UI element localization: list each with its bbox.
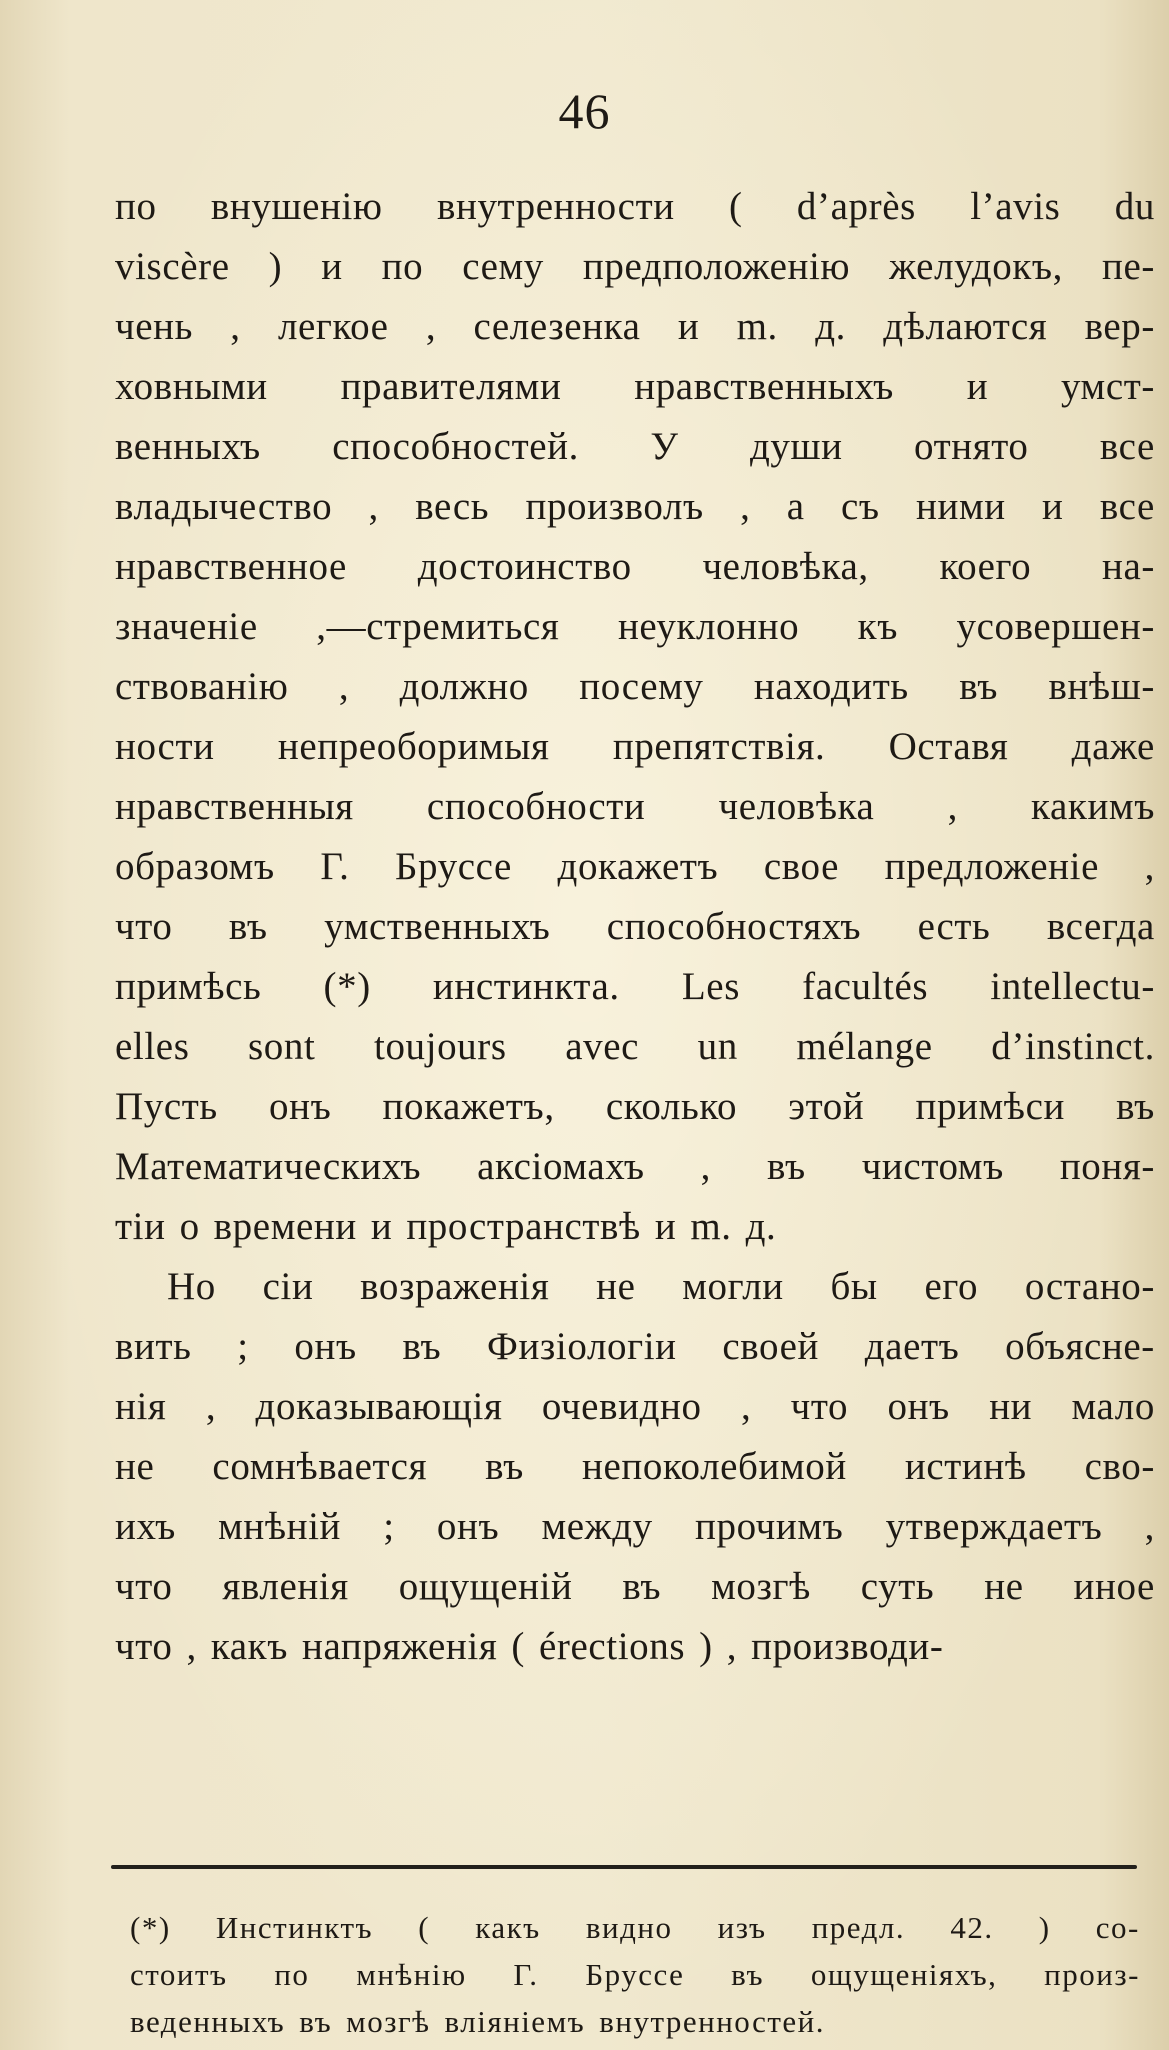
word: образомъ xyxy=(115,845,275,888)
word: въ xyxy=(731,1957,765,1992)
text-line xyxy=(115,1497,1155,1557)
word: изъ xyxy=(717,1910,767,1945)
word: какъ xyxy=(475,1910,541,1945)
word: въ xyxy=(766,1145,806,1188)
word: въ xyxy=(1116,1085,1155,1128)
word: произ- xyxy=(1044,1957,1140,1992)
word: ни xyxy=(989,1385,1033,1428)
word: и xyxy=(370,1205,393,1248)
word: , xyxy=(230,305,241,348)
word: въ xyxy=(959,665,999,708)
word: ,—стремиться xyxy=(316,605,560,648)
word: чень xyxy=(115,305,193,348)
word: вер- xyxy=(1084,305,1155,348)
word: а xyxy=(786,485,805,528)
word: внушенію xyxy=(210,185,383,228)
word: Инстинктъ xyxy=(215,1910,374,1945)
word: примѣсь xyxy=(115,965,262,1008)
paragraph xyxy=(115,1257,1155,1677)
text-line xyxy=(115,1137,1155,1197)
word: Математическихъ xyxy=(115,1145,422,1188)
text-line xyxy=(115,1257,1155,1317)
word: произволъ xyxy=(525,485,704,528)
word: пе- xyxy=(1101,245,1155,288)
word: , xyxy=(1144,1505,1155,1548)
word: Физіологіи xyxy=(487,1325,677,1368)
word: мнѣній xyxy=(218,1505,341,1548)
word: неуклонно xyxy=(617,605,800,648)
word: могли xyxy=(682,1265,784,1308)
word: Les xyxy=(681,965,740,1008)
word: facultés xyxy=(802,965,929,1008)
text-line xyxy=(115,1017,1155,1077)
footnote-line xyxy=(130,1951,1140,1998)
footnote-separator-rule xyxy=(111,1865,1137,1869)
word: не xyxy=(984,1565,1024,1608)
word: (*) xyxy=(323,965,371,1008)
word: не xyxy=(596,1265,636,1308)
word: со- xyxy=(1095,1910,1140,1945)
word: ; xyxy=(237,1325,249,1368)
word: , xyxy=(726,1625,738,1668)
word: что xyxy=(115,1565,173,1608)
word: и xyxy=(321,245,343,288)
word: по xyxy=(381,245,424,288)
word: находить xyxy=(753,665,909,708)
word: бы xyxy=(830,1265,878,1308)
word: что xyxy=(115,905,173,948)
word: легкое xyxy=(277,305,389,348)
word: въ xyxy=(402,1325,442,1368)
word: нравственныхъ xyxy=(634,365,894,408)
word: Пусть xyxy=(115,1085,218,1128)
word: утверждаетъ xyxy=(885,1505,1103,1548)
word: доказывающія xyxy=(255,1385,503,1428)
word: и xyxy=(966,365,989,408)
word: непоколебимой xyxy=(581,1445,847,1488)
word: нравственныя xyxy=(115,785,354,828)
text-line xyxy=(115,417,1155,477)
word: ховными xyxy=(115,365,268,408)
word: усовершен- xyxy=(956,605,1155,648)
word: предложеніе xyxy=(884,845,1099,888)
word: Г. xyxy=(320,845,350,888)
word: m. xyxy=(690,1205,732,1248)
word: ) xyxy=(699,1625,713,1668)
word: своей xyxy=(722,1325,819,1368)
word: un xyxy=(697,1025,738,1068)
word: ) xyxy=(268,245,283,288)
word: даетъ xyxy=(864,1325,960,1368)
word: человѣка, xyxy=(702,545,869,588)
word: суть xyxy=(860,1565,935,1608)
text-line xyxy=(115,237,1155,297)
word: , xyxy=(700,1145,711,1188)
word: владычество xyxy=(115,485,333,528)
word: , xyxy=(425,305,437,348)
word: Но xyxy=(167,1265,216,1308)
word: не xyxy=(115,1445,155,1488)
word: онъ xyxy=(294,1325,357,1368)
word: viscère xyxy=(115,245,230,288)
word: , xyxy=(368,485,379,528)
word: въ xyxy=(485,1445,524,1488)
word: все xyxy=(1099,425,1155,468)
word: mélange xyxy=(796,1025,933,1068)
word: sont xyxy=(248,1025,316,1068)
word: toujours xyxy=(374,1025,507,1068)
text-line xyxy=(115,357,1155,417)
word: тіи xyxy=(115,1205,166,1248)
word: внутренности xyxy=(436,185,675,228)
word: ствованію xyxy=(115,665,289,708)
word: какъ xyxy=(210,1625,288,1668)
word: остано- xyxy=(1024,1265,1155,1308)
word: мнѣнію xyxy=(356,1957,467,1992)
word: свое xyxy=(763,845,840,888)
word: , xyxy=(947,785,958,828)
text-line xyxy=(115,1617,1155,1677)
word: селезенка xyxy=(473,305,641,348)
word: elles xyxy=(115,1025,190,1068)
word: производи- xyxy=(751,1625,944,1668)
word: сколько xyxy=(605,1085,738,1128)
word: примѣси xyxy=(915,1085,1065,1128)
word: отнято xyxy=(914,425,1029,468)
word: значеніе xyxy=(115,605,258,648)
word: умственныхъ xyxy=(324,905,551,948)
word: внутренностей. xyxy=(599,2004,825,2039)
text-line xyxy=(115,1317,1155,1377)
word: стоитъ xyxy=(130,1957,228,1992)
word: по xyxy=(274,1957,310,1992)
word: покажетъ, xyxy=(382,1085,555,1128)
word: ) xyxy=(1038,1910,1051,1945)
word: , xyxy=(740,485,751,528)
footnote-line xyxy=(130,1904,1140,1951)
text-line xyxy=(115,837,1155,897)
word: между xyxy=(541,1505,653,1548)
word: вить xyxy=(115,1325,192,1368)
word: сомнѣвается xyxy=(212,1445,428,1488)
word: Бруссе xyxy=(585,1957,685,1992)
footnote xyxy=(130,1904,1140,2045)
word: мало xyxy=(1071,1385,1155,1428)
word: какимъ xyxy=(1031,785,1155,828)
word: иное xyxy=(1073,1565,1155,1608)
word: ( xyxy=(511,1625,525,1668)
word: ( xyxy=(418,1910,431,1945)
word: сіи xyxy=(262,1265,314,1308)
text-line xyxy=(115,537,1155,597)
word: что xyxy=(115,1625,173,1668)
word: видно xyxy=(585,1910,673,1945)
word: докажетъ xyxy=(557,845,719,888)
word: чистомъ xyxy=(861,1145,1004,1188)
text-line xyxy=(115,1377,1155,1437)
text-line xyxy=(115,657,1155,717)
word: прочимъ xyxy=(695,1505,844,1548)
word: препятствія. xyxy=(612,725,826,768)
word: инстинкта. xyxy=(432,965,620,1008)
word: есть xyxy=(917,905,991,948)
word: способностей. xyxy=(332,425,579,468)
word: ности xyxy=(115,725,215,768)
word: , xyxy=(205,1385,217,1428)
word: въ xyxy=(622,1565,662,1608)
word: предположенію xyxy=(582,245,851,288)
word: 42. xyxy=(950,1910,994,1945)
text-line xyxy=(115,597,1155,657)
footnote-line xyxy=(130,1998,1140,2045)
page-number: 46 xyxy=(558,83,611,139)
word: , xyxy=(740,1385,752,1428)
text-line xyxy=(115,777,1155,837)
text-line xyxy=(115,177,1155,237)
word: онъ xyxy=(887,1385,950,1428)
word: , xyxy=(186,1625,197,1668)
word: достоинство xyxy=(417,545,632,588)
word: d’instinct. xyxy=(991,1025,1155,1068)
word: m. xyxy=(736,305,778,348)
word: intellectu- xyxy=(990,965,1155,1008)
word: (*) xyxy=(130,1910,171,1945)
word: веденныхъ xyxy=(130,2004,286,2039)
word: желудокъ, xyxy=(889,245,1063,288)
word: на- xyxy=(1102,545,1155,588)
word: ощущеніяхъ, xyxy=(810,1957,998,1992)
word: ними xyxy=(916,485,1006,528)
word: всегда xyxy=(1046,905,1155,948)
word: avec xyxy=(565,1025,640,1068)
text-line xyxy=(115,1437,1155,1497)
text-line xyxy=(115,897,1155,957)
word: Бруссе xyxy=(395,845,512,888)
paragraph xyxy=(115,177,1155,1257)
word: возраженія xyxy=(360,1265,550,1308)
word: человѣка xyxy=(718,785,875,828)
word: пространствѣ xyxy=(406,1205,641,1248)
word: поня- xyxy=(1059,1145,1155,1188)
word: способностяхъ xyxy=(606,905,862,948)
word: нравственное xyxy=(115,545,347,588)
word: весь xyxy=(415,485,490,528)
word: коего xyxy=(939,545,1032,588)
word: d’après xyxy=(796,185,916,228)
word: du xyxy=(1114,185,1155,228)
word: о xyxy=(179,1205,200,1248)
word: этой xyxy=(788,1085,865,1128)
text-line xyxy=(115,1197,1155,1257)
word: и xyxy=(677,305,700,348)
word: мозгѣ xyxy=(346,2004,431,2039)
word: нія xyxy=(115,1385,167,1428)
word: истинѣ xyxy=(904,1445,1027,1488)
word: Г. xyxy=(513,1957,539,1992)
text-line xyxy=(115,957,1155,1017)
word: ; xyxy=(383,1505,395,1548)
word: и xyxy=(1042,485,1064,528)
word: ( xyxy=(729,185,743,228)
word: онъ xyxy=(436,1505,500,1548)
word: венныхъ xyxy=(115,425,261,468)
word: его xyxy=(924,1265,979,1308)
word: даже xyxy=(1071,725,1155,768)
text-line xyxy=(115,297,1155,357)
word: посему xyxy=(579,665,704,708)
word: д. xyxy=(745,1205,777,1248)
word: внѣш- xyxy=(1048,665,1155,708)
word: времени xyxy=(213,1205,357,1248)
word: по xyxy=(115,185,157,228)
word: аксіомахъ xyxy=(477,1145,645,1188)
word: д. xyxy=(815,305,846,348)
word: непреоборимыя xyxy=(277,725,550,768)
word: явленія xyxy=(222,1565,349,1608)
word: объясне- xyxy=(1005,1325,1155,1368)
word: дѣлаются xyxy=(883,305,1048,348)
word: l’avis xyxy=(970,185,1061,228)
word: ихъ xyxy=(115,1505,176,1548)
word: Оставя xyxy=(888,725,1009,768)
word: все xyxy=(1099,485,1155,528)
word: сво- xyxy=(1084,1445,1155,1488)
word: сему xyxy=(462,245,544,288)
text-line xyxy=(115,1557,1155,1617)
word: , xyxy=(338,665,350,708)
word: способности xyxy=(426,785,646,828)
text-line xyxy=(115,1077,1155,1137)
body-text xyxy=(115,177,1155,1677)
word: съ xyxy=(841,485,880,528)
word: очевидно xyxy=(541,1385,702,1428)
word: онъ xyxy=(269,1085,332,1128)
word: должно xyxy=(399,665,529,708)
word: умст- xyxy=(1060,365,1155,408)
word: къ xyxy=(857,605,898,648)
word: и xyxy=(654,1205,677,1248)
word: въ xyxy=(228,905,268,948)
word: напряженія xyxy=(302,1625,498,1668)
word: , xyxy=(1144,845,1155,888)
text-line xyxy=(115,717,1155,777)
word: вліяніемъ xyxy=(444,2004,586,2039)
word: въ xyxy=(299,2004,333,2039)
word: что xyxy=(790,1385,849,1428)
word: души xyxy=(749,425,843,468)
word: мозгѣ xyxy=(711,1565,811,1608)
word: érections xyxy=(538,1625,686,1668)
word: ощущеній xyxy=(398,1565,573,1608)
word: У xyxy=(650,425,679,468)
text-line xyxy=(115,477,1155,537)
word: предл. xyxy=(811,1910,906,1945)
word: правителями xyxy=(340,365,562,408)
